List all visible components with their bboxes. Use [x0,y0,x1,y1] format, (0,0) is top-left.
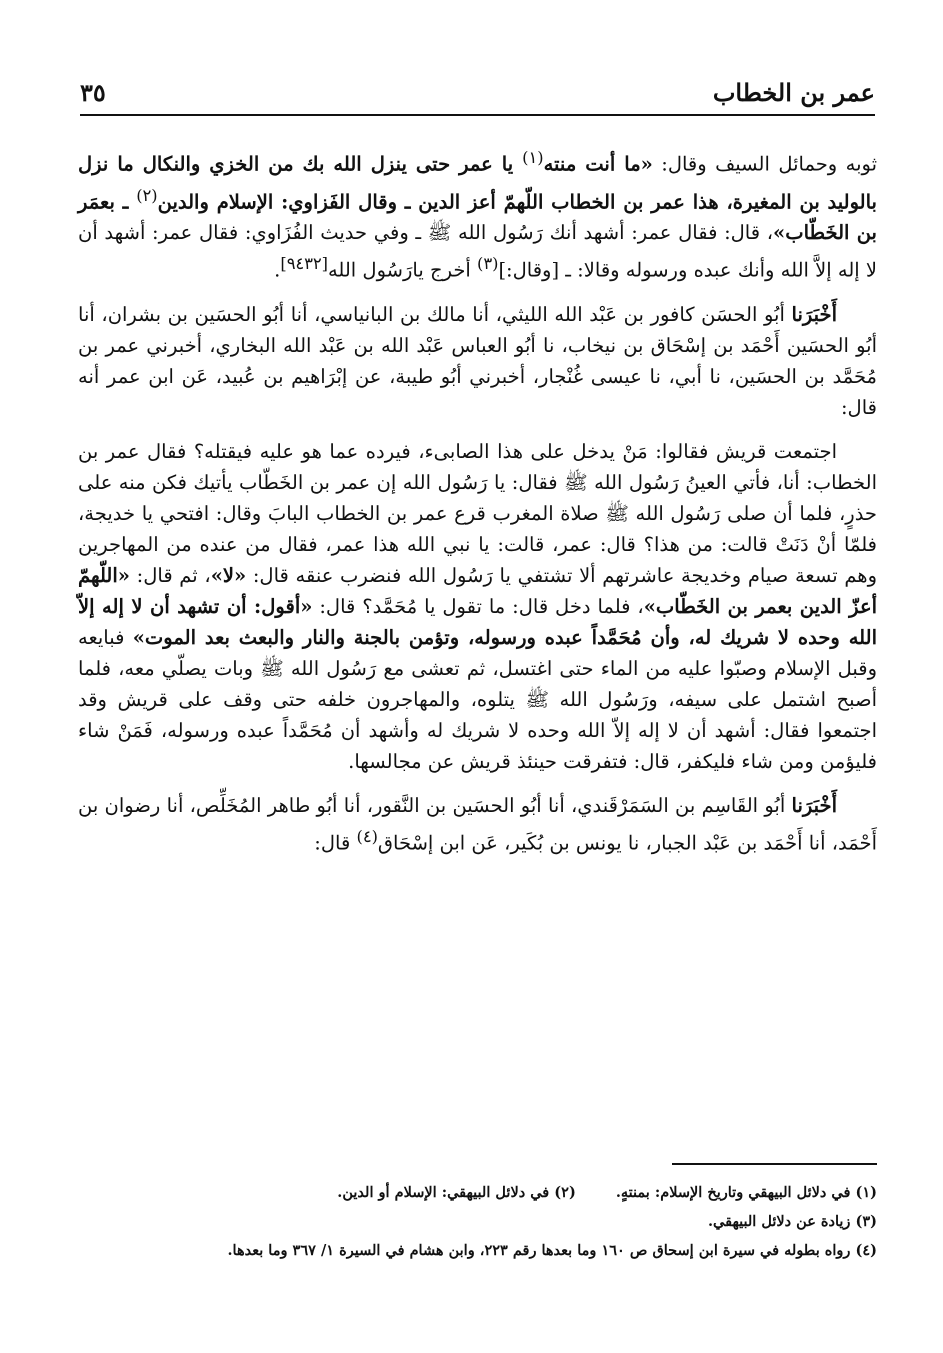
footnote-ref-2: (٢) [136,185,158,205]
p1-end: . [274,258,281,282]
footnotes [78,1178,877,1265]
p1-text-2: ، قال: فقال عمر: أشهد أنك رَسُول الله ﷺ ـ وفي حديث الفُزَاوي: فقال عمر: أشهد أن لا إله إلاَّ الله وأنك عبده ورسوله وقالا: ـ [وقال:] [78,221,877,282]
page-number: ٣٥ [80,78,106,107]
page-header [80,78,875,118]
footnote-row-2 [78,1207,877,1236]
footnote-ref-3: (٣) [477,254,499,273]
footnote-row-1 [78,1178,877,1207]
footnote-4: (٤) رواه بطوله في سيرة ابن إسحاق ص ١٦٠ وما بعدها رقم ٢٢٣، وابن هشام في السيرة ١/ ٣٦٧ وما بعدها. [227,1242,877,1259]
p3-text-2: ، ثم قال: [129,563,211,587]
main-text [78,142,877,871]
footnote-1: (١) في دلائل البيهقي وتاريخ الإسلام: بمنتهٍ. [615,1184,877,1201]
footnote-rule [672,1163,877,1165]
p1-quote-2: يا عمر حتى ينزل الله بك من الخزي والنكال ما نزل بالوليد بن المغيرة، هذا عمر بن الخطاب اللّهمّ أعز الدين ـ وقال الفَزاوي: الإسلام والدين [78,152,877,213]
p4-text-1: أبُو القَاسِم بن السَمَرْقَندي، أنا أبُو الحسَين بن النَّقور، أنا أبُو طاهر المُخَلِّص، أنا رضوان بن أَحْمَد، أنا أَحْمَد بن عَبْد الجبار، نا يونس بن بُكَير، عَن ابن إسْحَاق [78,793,877,854]
p3-quote-1: «لا» [210,563,247,587]
paragraph-4 [78,790,877,859]
p2-lead: أَخْبَرَنا [791,302,837,326]
p1-quote-3: ـ بعمَر بن الخَطّاب» [78,190,877,244]
p3-quote-2: «اللّهمّ أعزّ الدين بعمر بن الخَطّاب» [78,563,877,618]
paragraph-2 [78,299,877,423]
p3-text-4: فبايعه وقبل الإسلام وصبّوا عليه من الماء حتى اغتسل، ثم تعشى مع رَسُول الله ﷺ وبات يصلّي معه، فلما أصبح اشتمل على سيفه، ورَسُول الله ﷺ يتلوه، والمهاجرون خلفه حتى وقف على قريش وقد اجتمعوا فقال: أشهد أن لا إله إلاّ الله وحده لا شريك له وأشهد أن مُحَمَّداً عبده ورسوله، فَمَنْ شاء فليؤمن ومن شاء فليكفر، قال: فتفرقت حينئذ قريش عن مجالسها. [78,625,877,773]
paragraph-3 [78,436,877,777]
p3-text-3: ، فلما دخل قال: ما تقول يا مُحَمَّد؟ قال: [312,594,644,618]
header-rule [80,114,875,116]
hadith-number: [٩٤٣٢] [280,254,328,273]
p1-text-1: ثوبه وحمائل السيف وقال: [652,152,878,176]
p2-text: أبُو الحسَن كافور بن عَبْد الله الليثي، أنا مالك بن البانياسي، أنا أبُو الحسَين بن بشران، أنا أبُو الحسَين أَحْمَد بن إسْحَاق بن نيخاب، نا أبُو العباس عَبْد الله بن عَبْد الله البخاري، أخبرني عمر بن مُحَمَّد بن الحسَين، نا أبي، نا عيسى غُنْجار، أخبرني أبُو طيبة، عن إبْرَاهيم بن عُبيد، عَن ابن عمر أنه قال: [78,302,877,419]
footnote-ref-1: (١) [522,148,544,167]
p1-text-3: أخرج يارَسُول الله [327,258,478,282]
footnote-2: (٢) في دلائل البيهقي: الإسلام أو الدين. [337,1184,576,1201]
footnote-ref-4: (٤) [356,826,378,846]
p1-quote-1: «ما أنت منته [543,152,653,176]
footnote-3: (٣) زيادة عن دلائل البيهقي. [707,1213,877,1230]
p3-text-1: اجتمعت قريش فقالوا: مَنْ يدخل على هذا الصابىء، فيرده عما هو عليه فيقتله؟ فقال عمر بن الخطاب: أنا، فأتي العينُ رَسُول الله ﷺ فقال: يا رَسُول الله إن عمر بن الخَطّاب يأتيك فكن منه على حذرٍ، فلما أن صلى رَسُول الله ﷺ صلاة المغرب قرع عمر بن الخطاب البابَ وقال: افتحي يا خديجة، فلمّا أنْ دَنَتْ قالت: من هذا؟ قال: عمر، قالت: يا نبي الله هذا عمر، فقال من عنده من المهاجرين وهم تسعة صيام وخديجة عاشرتهم ألا تشتفي يا رَسُول الله فنضرب عنقه قال: [78,439,878,587]
p3-quote-3: «أقول: أن تشهد أن لا إله إلاّ الله وحده لا شريك له، وأن مُحَمَّداً عبده ورسوله، وتؤمن بالجنة والنار والبعث بعد الموت» [78,594,877,649]
running-title: عمر بن الخطاب [712,78,875,107]
paragraph-1 [78,142,877,286]
p4-text-2: قال: [314,831,357,854]
footnote-row-3 [78,1236,877,1265]
p4-lead: أَخْبَرَنا [791,793,837,817]
